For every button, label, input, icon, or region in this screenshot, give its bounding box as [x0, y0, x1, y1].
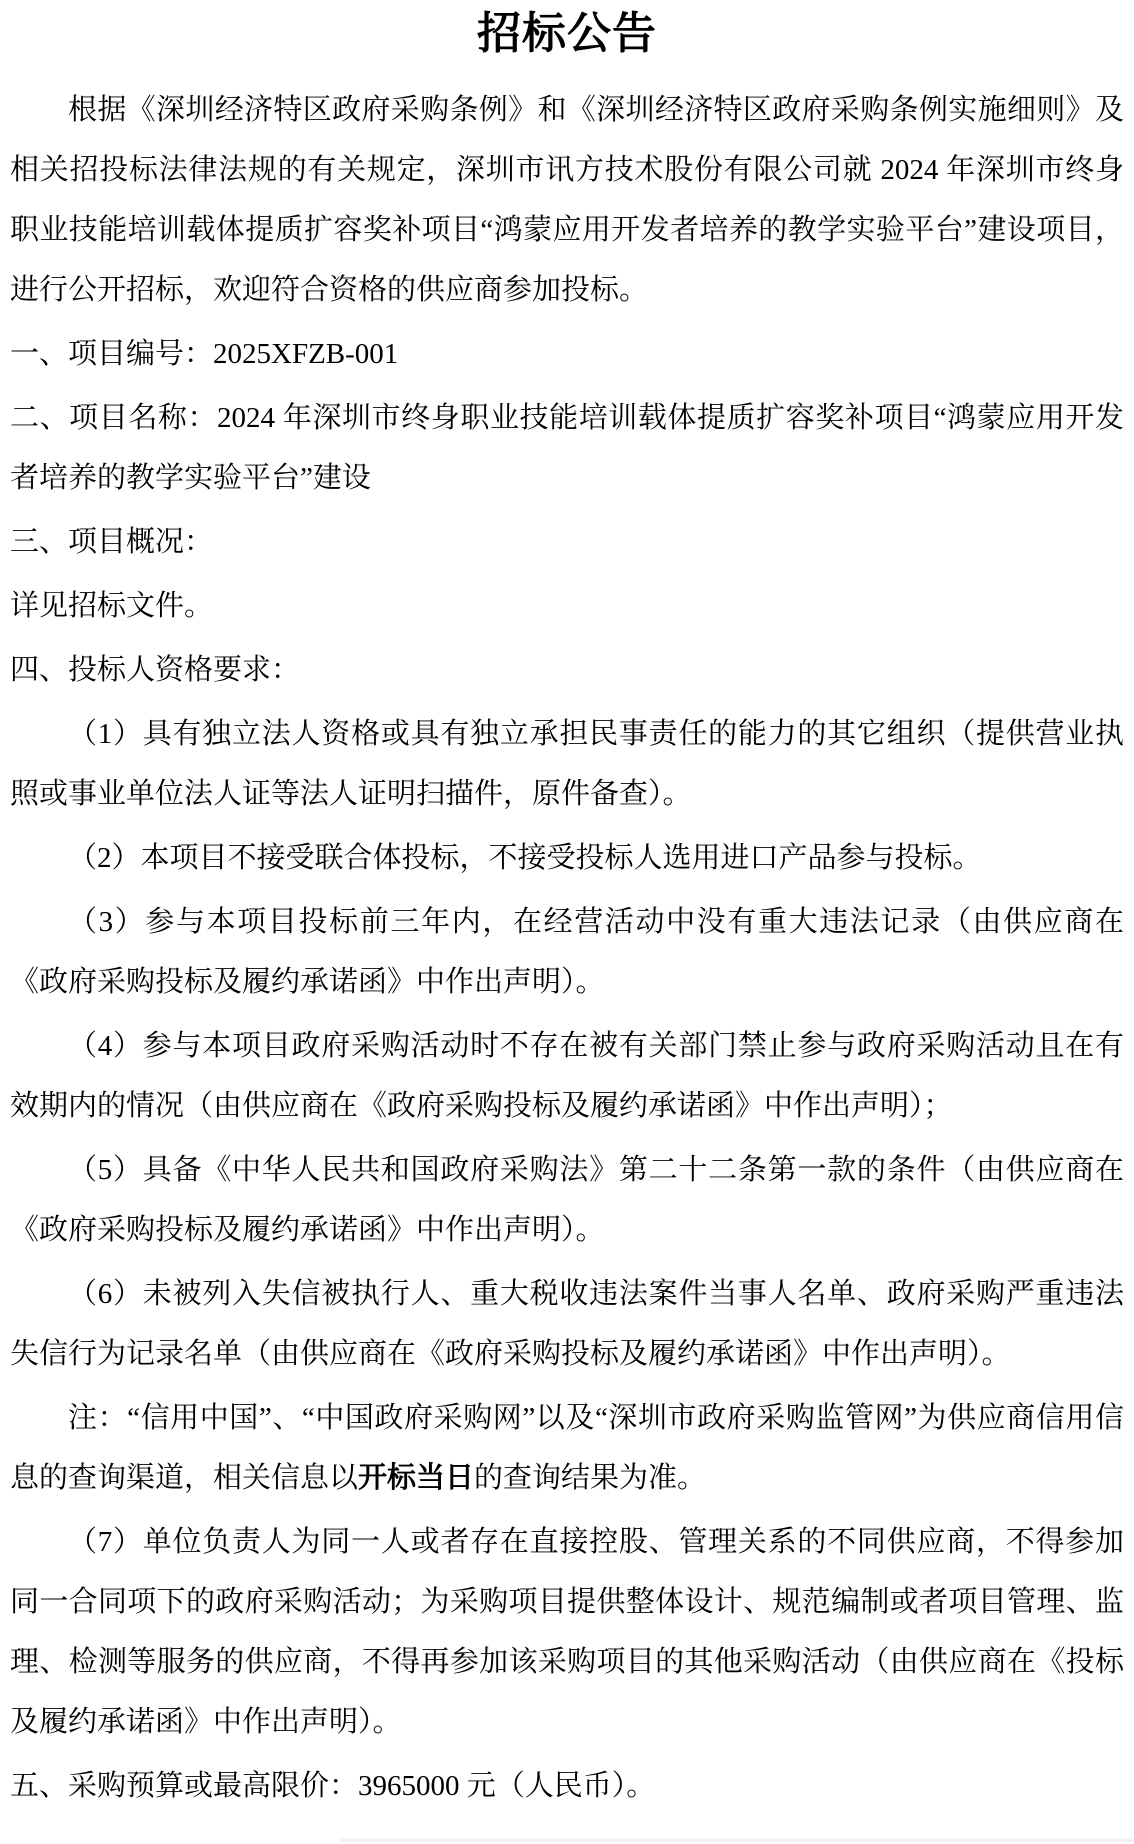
document-body [10, 80, 1124, 1816]
credit-info-note [10, 1388, 1124, 1508]
budget-line: 五、采购预算或最高限价：3965000 元（人民币）。 [10, 1770, 656, 1802]
qualification-item-1: （1）具有独立法人资格或具有独立承担民事责任的能力的其它组织（提供营业执照或事业单位法人证等法人证明扫描件，原件备查）。 [10, 718, 1124, 810]
project-number-line: 一、项目编号：2025XFZB-001 [10, 338, 399, 370]
credit-info-note-bold-phrase: 开标当日 [358, 1462, 475, 1494]
project-overview-detail: 详见招标文件。 [10, 590, 214, 622]
bidder-qualification-heading: 四、投标人资格要求： [10, 654, 301, 686]
credit-info-note-text-before: 注：“信用中国”、“中国政府采购网”以及“深圳市政府采购监管网”为供应商信用信息的查询渠道，相关信息以 [10, 1402, 1124, 1494]
qualification-item-3: （3）参与本项目投标前三年内，在经营活动中没有重大违法记录（由供应商在《政府采购投标及履约承诺函》中作出声明）。 [10, 906, 1124, 998]
qualification-item-5: （5）具备《中华人民共和国政府采购法》第二十二条第一款的条件（由供应商在《政府采购投标及履约承诺函》中作出声明）。 [10, 1154, 1124, 1246]
scan-noise-artifact [340, 1839, 1134, 1842]
project-name-line: 二、项目名称：2024 年深圳市终身职业技能培训载体提质扩容奖补项目“鸿蒙应用开发者培养的教学实验平台”建设 [10, 402, 1124, 494]
qualification-item-2: （2）本项目不接受联合体投标，不接受投标人选用进口产品参与投标。 [68, 842, 982, 874]
document-title: 招标公告 [477, 9, 657, 58]
credit-info-note-text-after: 的查询结果为准。 [474, 1462, 707, 1494]
project-overview-heading: 三、项目概况： [10, 526, 214, 558]
qualification-item-4: （4）参与本项目政府采购活动时不存在被有关部门禁止参与政府采购活动且在有效期内的情况（由供应商在《政府采购投标及履约承诺函》中作出声明）； [10, 1030, 1124, 1122]
qualification-item-6: （6）未被列入失信被执行人、重大税收违法案件当事人名单、政府采购严重违法失信行为记录名单（由供应商在《政府采购投标及履约承诺函》中作出声明）。 [10, 1278, 1124, 1370]
intro-paragraph: 根据《深圳经济特区政府采购条例》和《深圳经济特区政府采购条例实施细则》及相关招投标法律法规的有关规定，深圳市讯方技术股份有限公司就 2024 年深圳市终身职业技能培训载体提质扩容奖补项目“鸿蒙应用开发者培养的教学实验平台”建设项目，进行公开招标，欢迎符合资格的供应商参加投标。 [10, 94, 1124, 306]
qualification-item-7: （7）单位负责人为同一人或者存在直接控股、管理关系的不同供应商，不得参加同一合同项下的政府采购活动；为采购项目提供整体设计、规范编制或者项目管理、监理、检测等服务的供应商，不得再参加该采购项目的其他采购活动（由供应商在《投标及履约承诺函》中作出声明）。 [10, 1526, 1124, 1738]
